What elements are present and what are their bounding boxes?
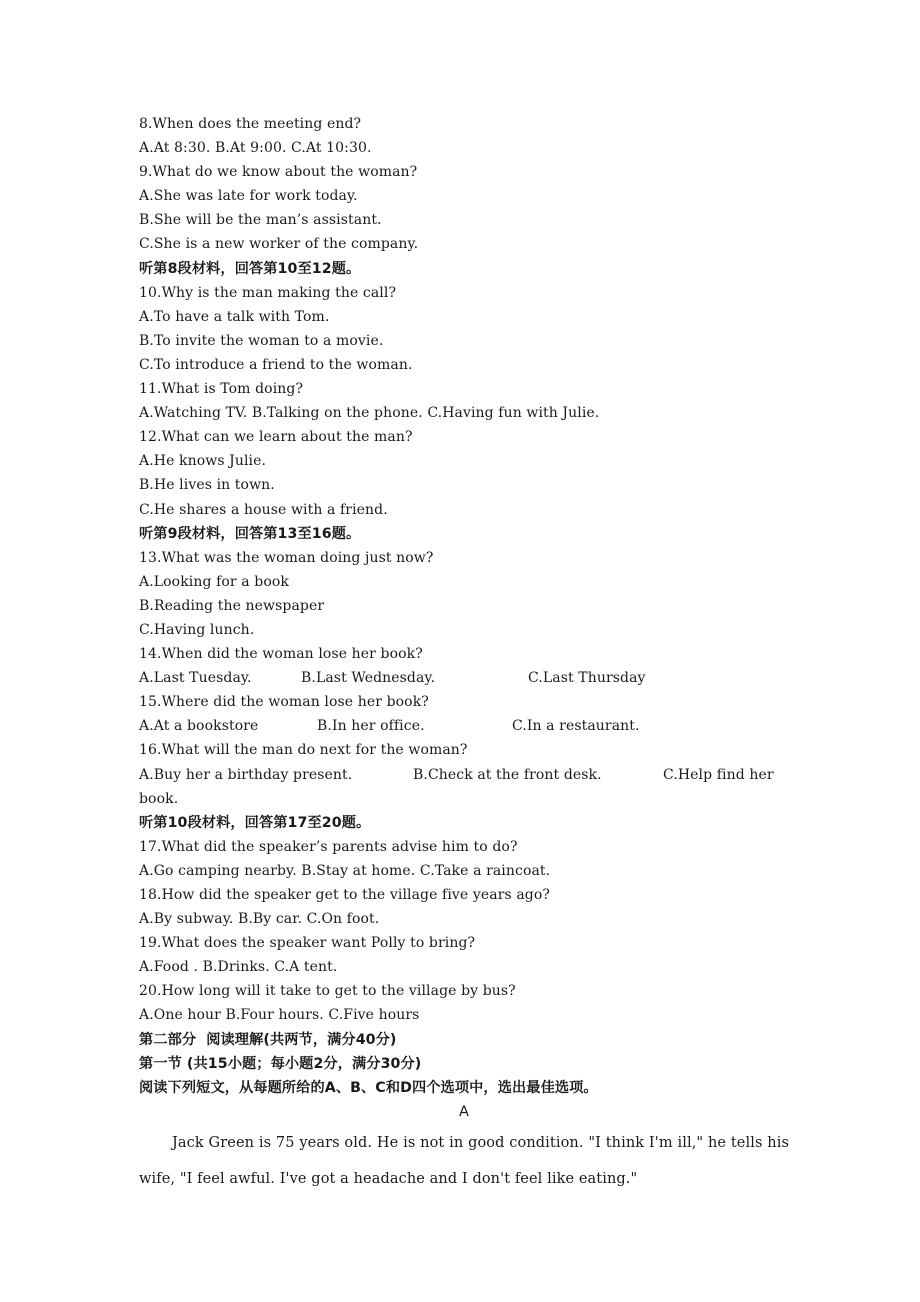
passage-a-text: Jack Green is 75 years old. He is not in good condition. "I think I'm ill," he tells his wife, "I feel awful. I've got a headache and I don't feel like eating." — [139, 1134, 789, 1187]
question-16-option-a: A.Buy her a birthday present. — [139, 766, 353, 783]
question-16: 16.What will the man do next for the woman? — [139, 742, 468, 759]
reading-instructions: 阅读下列短文，从每题所给的A、B、C和D四个选项中，选出最佳选项。 — [139, 1079, 598, 1096]
section-heading-9: 听第9段材料，回答第13至16题。 — [139, 525, 361, 542]
question-13: 13.What was the woman doing just now? — [139, 549, 434, 566]
question-15-option-b: B.In her office. — [317, 718, 425, 735]
question-9-option-b: B.She will be the man’s assistant. — [139, 212, 382, 229]
question-18: 18.How did the speaker get to the village five years ago? — [139, 887, 550, 903]
question-11: 11.What is Tom doing? — [139, 381, 304, 398]
question-8: 8.When does the meeting end? — [139, 116, 362, 132]
question-13-option-b: B.Reading the newspaper — [139, 597, 325, 614]
question-12-option-b: B.He lives in town. — [139, 477, 275, 494]
section-heading-8: 听第8段材料，回答第10至12题。 — [139, 260, 361, 277]
question-9-option-c: C.She is a new worker of the company. — [139, 236, 419, 253]
question-9: 9.What do we know about the woman? — [139, 164, 418, 181]
question-10-option-c: C.To introduce a friend to the woman. — [139, 356, 413, 373]
question-12: 12.What can we learn about the man? — [139, 429, 413, 446]
question-14-option-b: B.Last Wednesday. — [301, 670, 436, 687]
question-19: 19.What does the speaker want Polly to bring? — [139, 935, 476, 952]
question-15-option-a: A.At a bookstore — [139, 718, 259, 735]
question-14: 14.When did the woman lose her book? — [139, 646, 423, 663]
question-8-options: A.At 8:30. B.At 9:00. C.At 10:30. — [139, 140, 372, 157]
question-17-options: A.Go camping nearby. B.Stay at home. C.Take a raincoat. — [139, 862, 551, 879]
question-16-option-c-continued: book. — [139, 790, 179, 807]
question-19-options: A.Food . B.Drinks. C.A tent. — [139, 959, 338, 976]
question-16-options — [139, 763, 789, 787]
question-12-option-c: C.He shares a house with a friend. — [139, 501, 388, 518]
question-13-option-c: C.Having lunch. — [139, 621, 255, 638]
question-10-option-a: A.To have a talk with Tom. — [139, 308, 330, 325]
question-15-option-c: C.In a restaurant. — [512, 718, 640, 735]
question-20-options: A.One hour B.Four hours. C.Five hours — [139, 1007, 420, 1024]
question-16-option-b: B.Check at the front desk. — [413, 766, 602, 783]
question-11-options: A.Watching TV. B.Talking on the phone. C.Having fun with Julie. — [139, 405, 600, 422]
question-14-options — [139, 666, 789, 690]
question-15-options — [139, 714, 789, 738]
question-14-option-c: C.Last Thursday — [528, 670, 646, 687]
question-9-option-a: A.She was late for work today. — [139, 188, 358, 205]
question-14-option-a: A.Last Tuesday. — [139, 670, 252, 687]
part-two-heading: 第二部分 阅读理解(共两节，满分40分) — [139, 1031, 397, 1048]
question-16-option-c: C.Help find her — [663, 766, 774, 783]
question-10-option-b: B.To invite the woman to a movie. — [139, 332, 384, 349]
section-heading-10: 听第10段材料，回答第17至20题。 — [139, 814, 371, 831]
exam-page — [139, 112, 789, 1197]
passage-label: A — [458, 1103, 470, 1120]
question-17: 17.What did the speaker’s parents advise him to do? — [139, 838, 518, 855]
question-18-options: A.By subway. B.By car. C.On foot. — [139, 911, 380, 928]
question-20: 20.How long will it take to get to the village by bus? — [139, 983, 516, 1000]
question-10: 10.Why is the man making the call? — [139, 284, 397, 301]
section-one-heading: 第一节 (共15小题；每小题2分，满分30分) — [139, 1055, 422, 1072]
question-12-option-a: A.He knows Julie. — [139, 453, 267, 470]
question-13-option-a: A.Looking for a book — [139, 573, 289, 590]
question-15: 15.Where did the woman lose her book? — [139, 694, 429, 711]
